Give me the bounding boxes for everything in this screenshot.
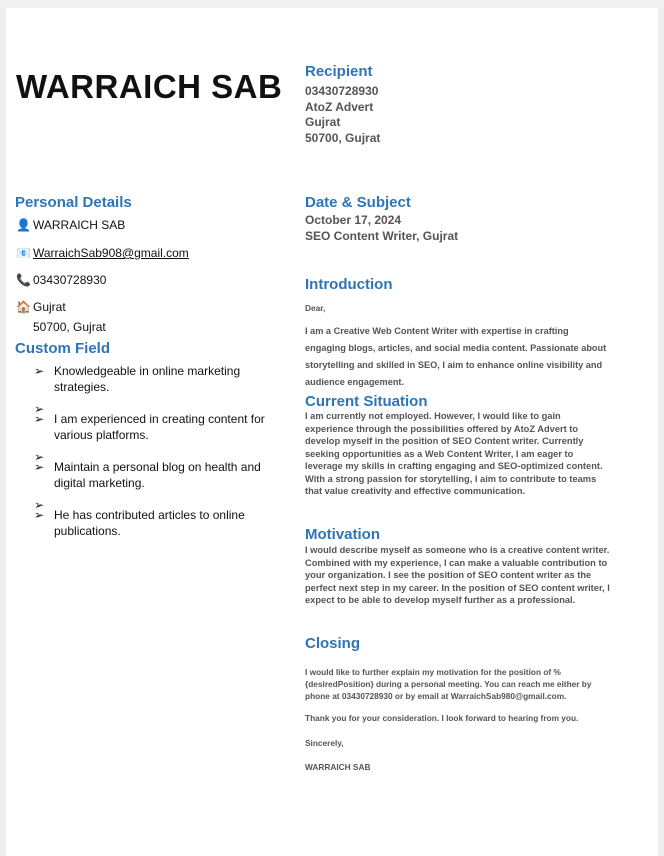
current-situation-heading: Current Situation — [305, 393, 428, 410]
phone-icon: 📞 — [16, 273, 31, 287]
recipient-address: 50700, Gujrat — [305, 130, 381, 145]
personal-details-heading: Personal Details — [15, 194, 132, 211]
closing-thanks: Thank you for your consideration. I look forward to hearing from you. — [305, 713, 579, 723]
home-icon: 🏠 — [16, 300, 31, 314]
arrow-bullet-icon: ➢ — [34, 402, 45, 416]
greeting: Dear, — [305, 303, 326, 313]
resume-page — [6, 8, 658, 856]
motivation-body: I would describe myself as someone who is a creative content writer. Combined with my experience, I can make a valuable contribution to your organization. I see the position of SEO content writer as the perfect next step in my career. In the position of SEO content writer, I expect to be able to develop myself further as a professional. — [305, 545, 610, 605]
recipient-phone: 03430728930 — [305, 84, 379, 98]
arrow-bullet-icon: ➢ — [34, 508, 45, 522]
recipient-city: Gujrat — [305, 115, 341, 129]
list-item: ➢ Knowledgeable in online marketing strategies. — [34, 364, 241, 394]
personal-city-row — [16, 300, 66, 314]
personal-phone: 03430728930 — [33, 273, 107, 287]
email-icon: 📧 — [16, 246, 31, 260]
personal-address: 50700, Gujrat — [33, 320, 106, 334]
list-item — [16, 497, 276, 512]
applicant-name: WARRAICH SAB — [16, 68, 283, 105]
arrow-bullet-icon: ➢ — [34, 498, 45, 512]
personal-name-row — [16, 218, 125, 232]
arrow-bullet-icon: ➢ — [34, 412, 45, 426]
list-item: ➢ Maintain a personal blog on health and digital marketing. — [34, 460, 261, 490]
person-icon: 👤 — [16, 218, 31, 232]
arrow-bullet-icon: ➢ — [34, 450, 45, 464]
closing-body: I would like to further explain my motivation for the position of %{desiredPosition} during a personal meeting. You can reach me either by phone at 03430728930 or by email at WarraichSab980@gmail.com. — [305, 667, 592, 701]
arrow-bullet-icon: ➢ — [34, 460, 45, 474]
personal-email-link[interactable]: WarraichSab908@gmail.com — [33, 246, 189, 260]
closing-signature: WARRAICH SAB — [305, 762, 371, 772]
custom-field-heading: Custom Field — [15, 340, 111, 357]
personal-phone-row — [16, 273, 106, 287]
list-item: ➢ He has contributed articles to online publications. — [34, 508, 245, 538]
arrow-bullet-icon: ➢ — [34, 364, 45, 378]
recipient-company: AtoZ Advert — [305, 99, 374, 114]
closing-heading: Closing — [305, 635, 360, 652]
recipient-block — [305, 84, 380, 146]
recipient-heading: Recipient — [305, 63, 373, 80]
custom-field-list — [16, 363, 276, 545]
motivation-heading: Motivation — [305, 526, 380, 543]
date-subject-block — [305, 213, 458, 244]
list-item — [16, 401, 276, 416]
date-subject-heading: Date & Subject — [305, 194, 411, 211]
personal-name: WARRAICH SAB — [33, 218, 126, 232]
list-item — [16, 449, 276, 464]
introduction-body: I am a Creative Web Content Writer with expertise in crafting engaging blogs, articles, and social media content. Passionate about storytelling and skilled in SEO, I aim to enhance online visibility and audience engagement. — [305, 326, 607, 387]
letter-subject: SEO Content Writer, Gujrat — [305, 228, 459, 243]
introduction-heading: Introduction — [305, 276, 393, 293]
current-situation-body: I am currently not employed. However, I would like to gain experience through the possibilities offered by AtoZ Advert to develop myself in the position of SEO Content writer. Currently seeking opportunities as a Web Content Writer, I am eager to leverage my skills in crafting engaging and SEO-optimized content. With a strong passion for storytelling, I aim to contribute to teams that value creativity and effective communication. — [305, 411, 603, 496]
personal-city: Gujrat — [33, 300, 66, 314]
list-item: ➢ I am experienced in creating content for various platforms. — [34, 412, 265, 442]
letter-date: October 17, 2024 — [305, 213, 402, 227]
personal-email-row — [16, 246, 189, 260]
closing-signoff: Sincerely, — [305, 738, 344, 748]
